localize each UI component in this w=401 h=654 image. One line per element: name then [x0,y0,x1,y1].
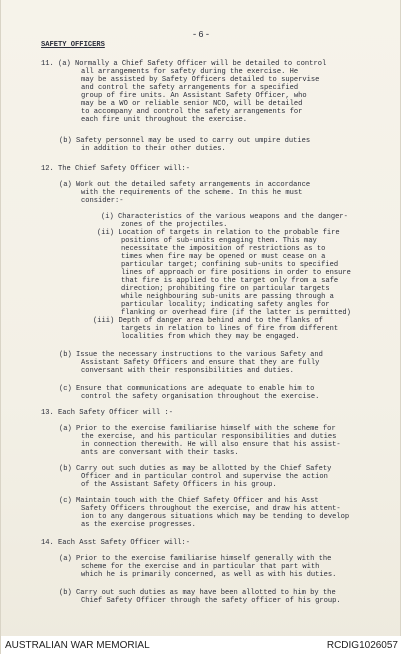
text-line: that fire is applied to the target only from a safe [121,277,339,285]
text-line: lines of approach or fire positions in order to ensure [121,269,351,277]
text-line: (b) Carry out such duties as may have been allotted to him by the [59,589,336,597]
text-line: (a) Work out the detailed safety arrangements in accordance [59,181,311,189]
text-line: direction; prohibiting fire on particular targets [121,285,330,293]
text-line: (a) Prior to the exercise familiarise himself with the scheme for [59,425,336,433]
text-line: 13. Each Safety Officer will :- [41,409,173,417]
text-line: all arrangements for safety during the exercise. He [81,68,299,76]
text-line: (b) Carry out such duties as may be allotted by the Chief Safety [59,465,332,473]
text-line: (c) Maintain touch with the Chief Safety Officer and his Asst [59,497,319,505]
text-line: conversant with their responsibilities and duties. [81,367,294,375]
text-line: with the requirements of the scheme. In this he must [81,189,303,197]
text-line: in addition to their other duties. [81,145,226,153]
text-line: while neighbouring sub-units are passing through a [121,293,334,301]
text-line: (ii) Location of targets in relation to the probable fire [97,229,340,237]
text-line: (iii) Depth of danger area behind and to the flanks of [93,317,323,325]
text-line: particular target; confining sub-units to specified [121,261,339,269]
text-line: (b) Issue the necessary instructions to the various Safety and [59,351,323,359]
text-line: particular locality; indicating safety angles for [121,301,330,309]
archive-footer [1,636,401,654]
text-line: scheme for the exercise and in particular that part with [81,563,320,571]
text-line: consider:- [81,197,124,205]
text-line: Officer and in particular control and supervise the action [81,473,328,481]
page-number: -6- [191,30,212,40]
text-line: Safety Officers throughout the exercise, and draw his attent- [81,505,341,513]
text-line: (c) Ensure that communications are adequate to enable him to [59,385,315,393]
text-line: necessitate the imposition of restrictions as to [121,245,326,253]
text-line: each fire unit throughout the exercise. [81,116,248,124]
text-line: which he is primarily concerned, as well as with his duties. [81,571,337,579]
text-line: may be a WO or reliable senior NCO, will be detailed [81,100,303,108]
text-line: Assistant Safety Officers and ensure that they are fully [81,359,320,367]
text-line: Chief Safety Officer through the safety officer of his group. [81,597,341,605]
text-line: targets in relation to lines of fire from different [121,325,339,333]
section-heading: SAFETY OFFICERS [41,41,105,49]
text-line: (i) Characteristics of the various weapons and the danger- [101,213,348,221]
text-line: ion to any dangerous situations which may be tending to develop [81,513,350,521]
text-line: 12. The Chief Safety Officer will:- [41,165,190,173]
text-line: of the Assistant Safety Officers in his group. [81,481,277,489]
text-line: zones of the projectiles. [121,221,228,229]
text-line: control the safety organisation throughout the exercise. [81,393,320,401]
text-line: 11. (a) Normally a Chief Safety Officer will be detailed to control [41,60,327,68]
text-line: ants are conversant with their tasks. [81,449,239,457]
text-line: times when fire may be opened or must cease on a [121,253,326,261]
text-line: (b) Safety personnel may be used to carry out umpire duties [59,137,311,145]
text-line: to accompany and control the safety arrangements for [81,108,303,116]
text-line: the exercise, and his particular responsibilities and duties [81,433,337,441]
text-line: 14. Each Asst Safety Officer will:- [41,539,190,547]
text-line: in connection therewith. He will also ensure that his assist- [81,441,341,449]
footer-source: AUSTRALIAN WAR MEMORIAL [5,639,150,651]
text-line: localities from which they may be engaged. [121,333,300,341]
text-line: flanking or overhead fire (if the latter is permitted) [121,309,351,317]
text-line: (a) Prior to the exercise familiarise himself generally with the [59,555,332,563]
text-line: group of fire units. An Assistant Safety Officer, who [81,92,307,100]
text-line: as the exercise progresses. [81,521,196,529]
text-line: positions of sub-units engaging them. This may [121,237,317,245]
footer-identifier: RCDIG1026057 [326,639,398,651]
text-line: and control the safety arrangements for a specified [81,84,299,92]
text-line: may be assisted by Safety Officers detailed to supervise [81,76,320,84]
